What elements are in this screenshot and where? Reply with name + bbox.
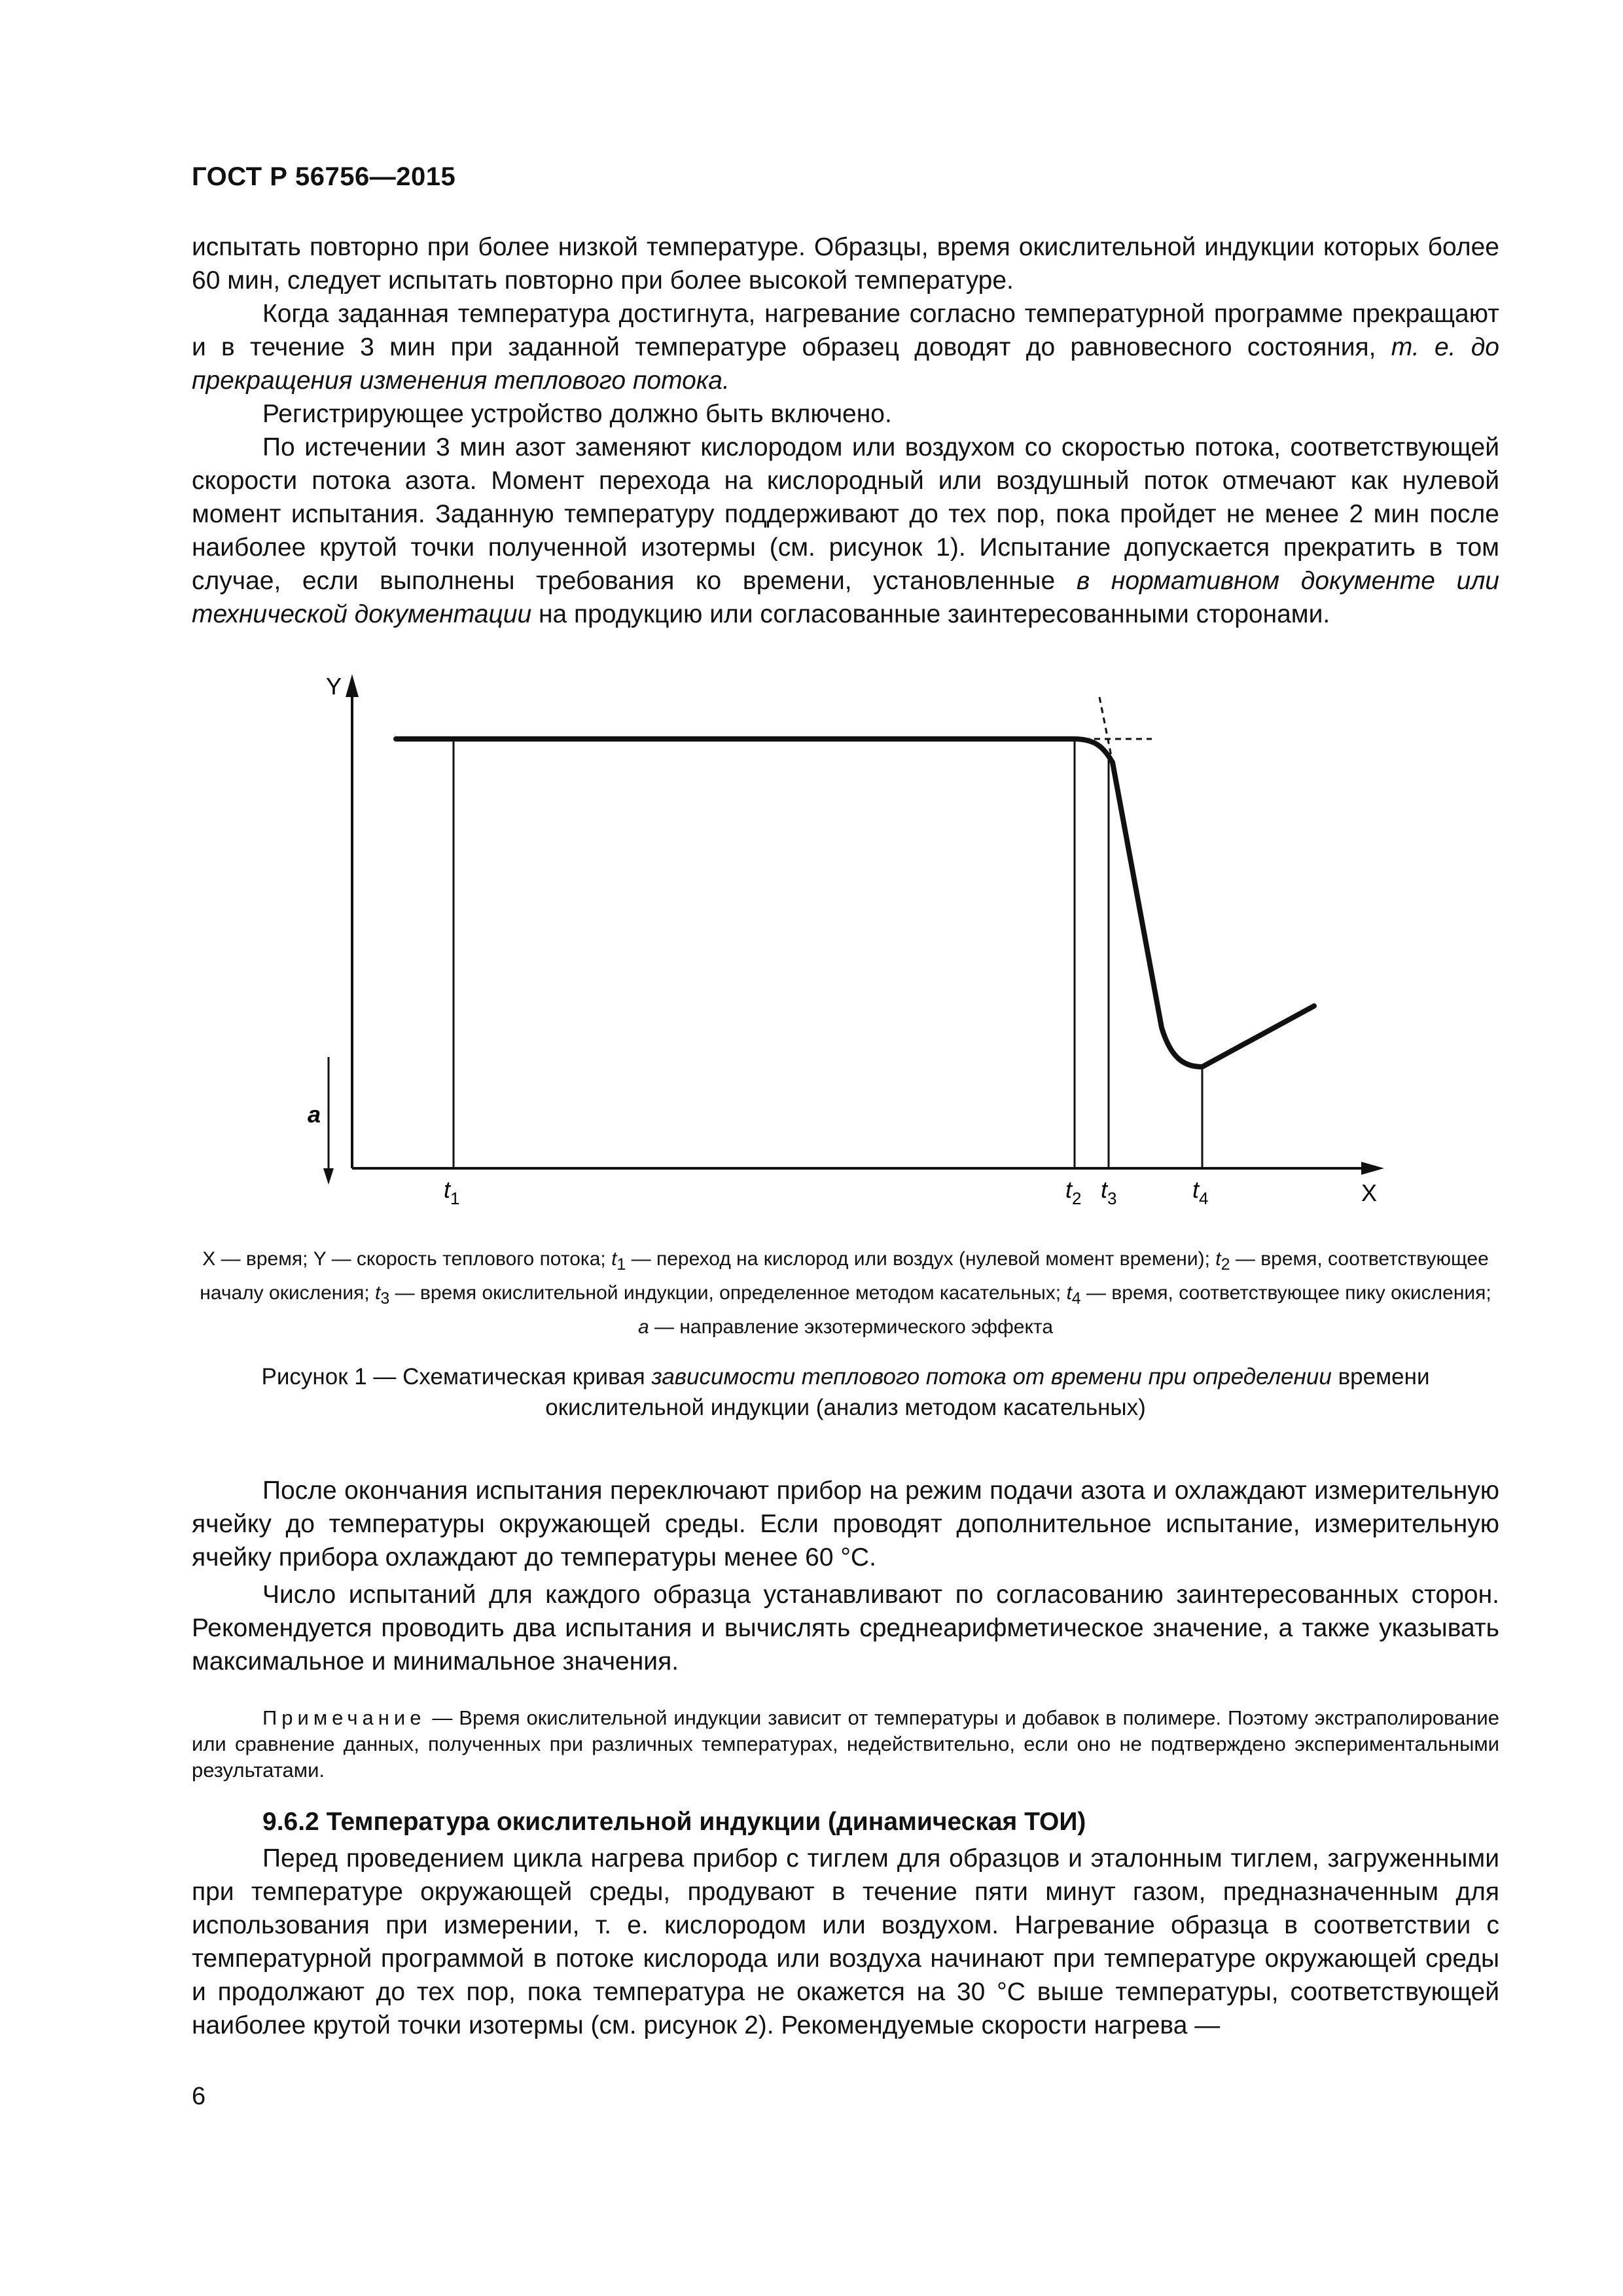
note-block [192, 1705, 1499, 1784]
note-label: Примечание [262, 1706, 426, 1729]
svg-text:t3: $t_3$ [1101, 1176, 1117, 1208]
legend-subscript: 1 [616, 1255, 626, 1274]
legend-text: — направление экзотермического эффекта [649, 1316, 1054, 1338]
figure-caption [192, 1361, 1499, 1423]
paragraph: Перед проведением цикла нагрева прибор с тиглем для образцов и эталонным тиглем, загруженными при температуре окружающей среды, продувают в течение пяти минут газом, предназначенным для использования при измерении, т. е. кислородом или воздухом. Нагревание образца в соответствии с температурной программой в потоке кислорода или воздуха начинают при температуре окружающей среды и продолжают до тех пор, пока температура не окажется на 30 °C выше температуры, соответствующей наиболее крутой точки изотермы (см. рисунок 2). Рекомендуемые скорости нагрева — [192, 1844, 1499, 2039]
caption-text: времени окислительной индукции (анализ методом касательных) [545, 1364, 1430, 1420]
t1-label [444, 1176, 459, 1208]
oit-curve-figure [301, 671, 1414, 1234]
legend-text: — время, соответствующее пику окисления; [1080, 1282, 1491, 1304]
t4-label [1192, 1176, 1208, 1208]
paragraph: Число испытаний для каждого образца устанавливают по согласованию заинтересованных сторон. Рекомендуется проводить два испытания и вычислять среднеарифметическое значение, а также указывать максимальное и минимальное значения. [192, 1581, 1499, 1676]
paragraph-text: на продукцию или согласованные заинтересованными сторонами. [531, 600, 1330, 628]
figure-legend [192, 1245, 1499, 1341]
paragraph-text: Когда заданная температура достигнута, нагревание согласно температурной программе прекращают и в течение 3 мин при заданной температуре образец доводят до равновесного состояния, [192, 300, 1499, 361]
paragraph: испытать повторно при более низкой температуре. Образцы, время окислительной индукции которых более 60 мин, следует испытать повторно при более высокой температуре. [192, 233, 1499, 295]
direction-label: a [308, 1101, 321, 1128]
paragraph [192, 431, 1499, 631]
y-axis-label: Y [326, 673, 342, 700]
paragraph-italic-text: в нормативном документе или технической документации [192, 567, 1500, 628]
legend-subscript: 3 [380, 1289, 390, 1308]
legend-subscript: 2 [1221, 1255, 1230, 1274]
legend-symbol: t [1215, 1248, 1221, 1270]
exotherm-direction-arrowhead [323, 1168, 334, 1185]
legend-text: X — время; Y — скорость теплового потока; [202, 1248, 612, 1270]
section-heading: 9.6.2 Температура окислительной индукции (динамическая ТОИ) [262, 1808, 1086, 1836]
document-header: ГОСТ Р 56756—2015 [192, 162, 456, 191]
svg-text:t1: $t_1$ [444, 1176, 460, 1208]
x-axis-label: X [1361, 1179, 1378, 1206]
paragraph [192, 297, 1499, 397]
paragraph: Регистрирующее устройство должно быть включено. [262, 400, 892, 428]
legend-text: — время окислительной индукции, определенное методом касательных; [389, 1282, 1067, 1304]
y-axis-arrow [346, 674, 359, 697]
legend-symbol: t [375, 1282, 381, 1304]
legend-subscript: 4 [1071, 1289, 1081, 1308]
body-text-block-3 [192, 1842, 1499, 2042]
svg-text:t4: $t_4$ [1192, 1176, 1209, 1208]
legend-text: — переход на кислород или воздух (нулевой момент времени); [626, 1248, 1216, 1270]
t2-label [1065, 1176, 1081, 1208]
legend-symbol: t [1066, 1282, 1072, 1304]
heat-flow-curve [396, 739, 1314, 1067]
legend-text: — время, соответствующее началу окисления; [200, 1248, 1489, 1304]
paragraph: После окончания испытания переключают прибор на режим подачи азота и охлаждают измерительную ячейку до температуры окружающей среды. Если проводят дополнительное испытание, измерительную ячейку прибора охлаждают до температуры менее 60 °C. [192, 1477, 1499, 1571]
paragraph-text: По истечении 3 мин азот заменяют кислородом или воздухом со скоростью потока, соответствующей скорости потока азота. Момент перехода на кислородный или воздушный поток отмечают как нулевой момент испытания. Заданную температуру поддерживают до тех пор, пока пройдет не менее 2 мин после наиболее крутой точки полученной изотермы (см. рисунок 1). Испытание допускается прекратить в том случае, если выполнены требования ко времени, установленные [192, 433, 1499, 595]
note-text: — Время окислительной индукции зависит от температуры и добавок в полимере. Поэтому экстраполирование или сравнение данных, полученных при различных температурах, недействительно, если оно не подтверждено экспериментальными результатами. [192, 1706, 1499, 1782]
legend-symbol: t [611, 1248, 617, 1270]
t3-label [1101, 1176, 1116, 1208]
paragraph-italic-text: т. е. до прекращения изменения теплового потока. [192, 333, 1499, 395]
page-number: 6 [192, 2083, 206, 2110]
legend-symbol: a [637, 1316, 649, 1338]
caption-text: Рисунок 1 — Схематическая кривая [261, 1364, 652, 1390]
body-text-block-2 [192, 1474, 1499, 1678]
x-axis-arrow [1361, 1162, 1384, 1175]
caption-italic-text: зависимости теплового потока от времени при определении [651, 1364, 1332, 1390]
svg-text:t2: $t_2$ [1065, 1176, 1082, 1208]
body-text-block-1 [192, 230, 1499, 631]
